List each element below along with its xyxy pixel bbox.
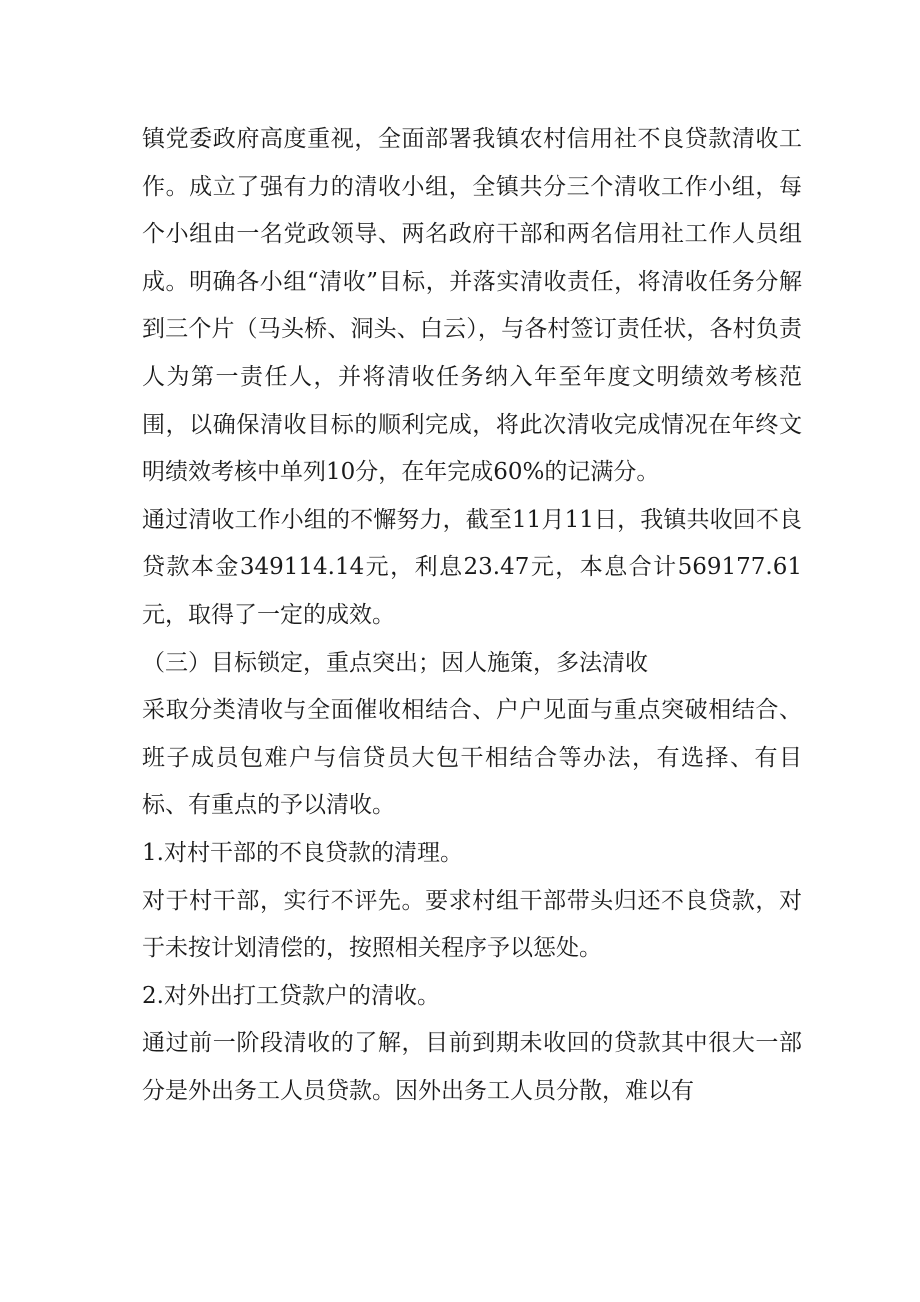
paragraph-collection-results: 通过清收工作小组的不懈努力，截至11月11日，我镇共收回不良贷款本金349114.14元，利息23.47元，本息合计569177.61元，取得了一定的成效。 [142, 506, 802, 628]
paragraph-collection-methods: 采取分类清收与全面催收相结合、户户见面与重点突破相结合、班子成员包难户与信贷员大包干相结合等办法，有选择、有目标、有重点的予以清收。 [142, 697, 802, 819]
section-heading-three: （三）目标锁定，重点突出；因人施策，多法清收 [142, 649, 648, 676]
paragraph-work-deployment: 镇党委政府高度重视，全面部署我镇农村信用社不良贷款清收工作。成立了强有力的清收小组，全镇共分三个清收工作小组，每个小组由一名党政领导、两名政府干部和两名信用社工作人员组成。明确各小组“清收”目标，并落实清收责任，将清收任务分解到三个片（马头桥、洞头、白云），与各村签订责任状，各村负责人为第一责任人，并将清收任务纳入年至年度文明绩效考核范围，以确保清收目标的顺利完成，将此次清收完成情况在年终文明绩效考核中单列10分，在年完成60%的记满分。 [142, 126, 802, 486]
paragraph-migrant-workers: 通过前一阶段清收的了解，目前到期未收回的贷款其中很大一部分是外出务工人员贷款。因外出务工人员分散，难以有 [142, 1030, 802, 1104]
document-body [142, 116, 802, 1115]
subheading-migrant-workers: 2.对外出打工贷款户的清收。 [142, 982, 440, 1009]
subheading-village-cadres: 1.对村干部的不良贷款的清理。 [142, 839, 463, 866]
paragraph-village-cadres: 对于村干部，实行不评先。要求村组干部带头归还不良贷款，对于未按计划清偿的，按照相关程序予以惩处。 [142, 887, 802, 962]
